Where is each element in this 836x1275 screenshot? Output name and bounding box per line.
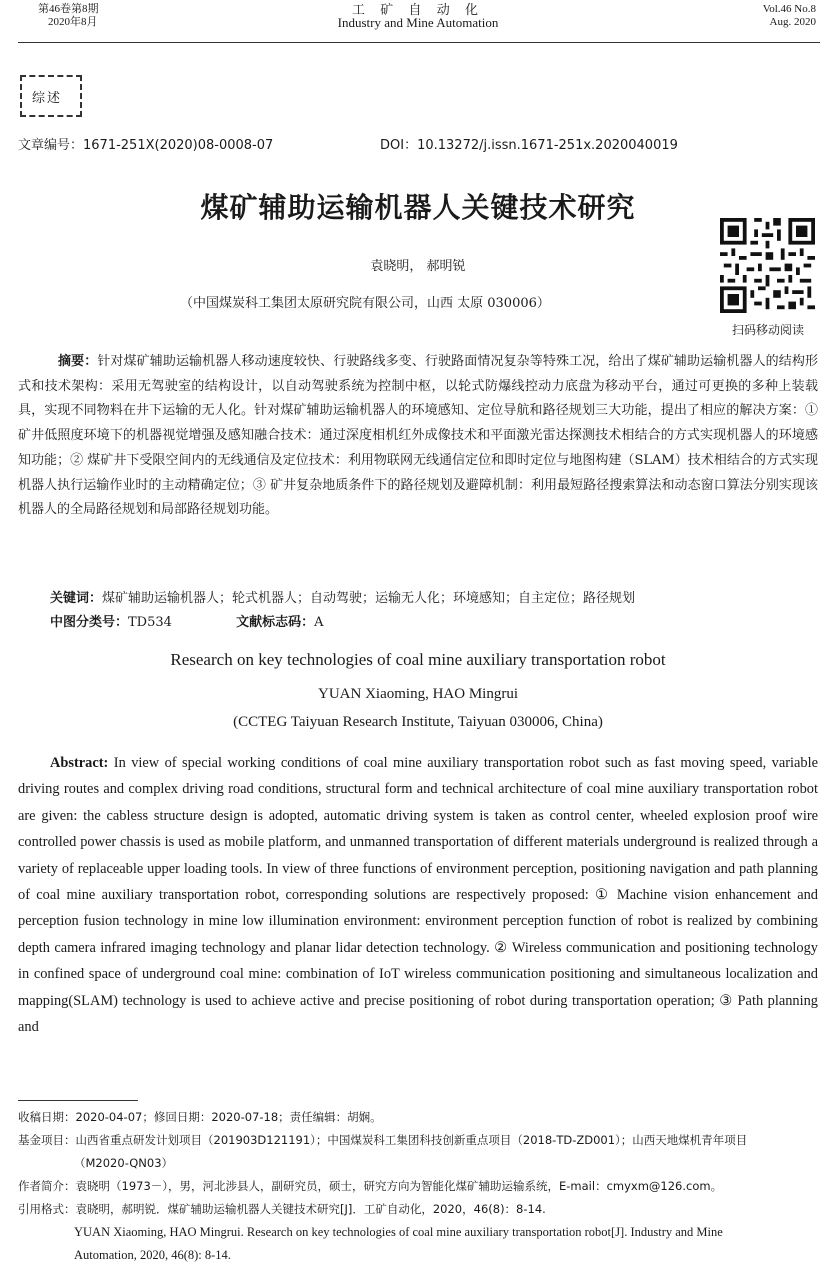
doc-code-label: 文献标志码： bbox=[236, 615, 315, 630]
volume-issue: 第46卷第8期 bbox=[38, 3, 99, 15]
affiliation-cn: （中国煤炭科工集团太原研究院有限公司，山西 太原 030006） bbox=[180, 296, 550, 311]
issue-date-en: Aug. 2020 bbox=[769, 16, 816, 28]
clc-label: 中图分类号： bbox=[50, 615, 129, 630]
citation-cn: 引用格式：袁晓明，郝明锐．煤矿辅助运输机器人关键技术研究[J]．工矿自动化，2020，46(8)：8-14. bbox=[18, 1202, 546, 1216]
badge-label: 综述 bbox=[32, 91, 63, 106]
fund-info: 基金项目：山西省重点研发计划项目（201903D121191）；中国煤炭科工集团科技创新重点项目（2018-TD-ZD001）；山西天地煤机青年项目 bbox=[18, 1133, 748, 1147]
journal-title bbox=[0, 3, 836, 29]
abstract-cn-label: 摘要： bbox=[58, 354, 98, 369]
footnote-rule bbox=[18, 1100, 138, 1101]
fund-info-cont: （M2020-QN03） bbox=[74, 1156, 174, 1170]
doc-code-value: A bbox=[314, 615, 324, 630]
journal-volume-en bbox=[763, 3, 816, 29]
paper-title-en: Research on key technologies of coal mine auxiliary transportation robot bbox=[170, 650, 666, 669]
clc-value: TD534 bbox=[128, 615, 172, 630]
abstract-cn bbox=[18, 350, 818, 523]
paper-title-cn: 煤矿辅助运输机器人关键技术研究 bbox=[200, 191, 636, 224]
received-date: 收稿日期：2020-04-07；修回日期：2020-07-18；责任编辑：胡娴。 bbox=[18, 1110, 382, 1124]
review-badge bbox=[20, 75, 82, 117]
article-number: 文章编号：1671-251X(2020)08-0008-07 bbox=[18, 138, 274, 153]
abstract-cn-text: 针对煤矿辅助运输机器人移动速度较快、行驶路线多变、行驶路面情况复杂等特殊工况，给出了煤矿辅助运输机器人的结构形式和技术架构：采用无驾驶室的结构设计，以自动驾驶系统为控制中枢，以轮式防爆线控动力底盘为移动平台，通过可更换的多种上装载具，实现不同物料在井下运输的无人化。针对煤矿辅助运输机器人的环境感知、定位导航和路径规划三大功能，提出了相应的解决方案：① 矿井低照度环境下的机器视觉增强及感知融合技术：通过深度相机红外成像技术和平面激光雷达探测技术相结合的方式实现机器人的环境感知功能；② 煤矿井下受限空间内的无线通信及定位技术：利用物联网无线通信定位和即时定位与地图构建（SLAM）技术相结合的方式实现机器人执行运输作业时的主动精确定位；③ 矿井复杂地质条件下的路径规划及避障机制：利用最短路径搜索算法和动态窗口算法分别实现该机器人的全局路径规划和局部路径规划功能。 bbox=[18, 354, 818, 518]
abstract-en bbox=[18, 750, 818, 1040]
abstract-en-label: Abstract: bbox=[50, 755, 109, 771]
keywords-cn bbox=[50, 587, 818, 611]
author-bio: 作者简介：袁晓明（1973－），男，河北涉县人，副研究员，硕士，研究方向为智能化煤矿辅助运输系统，E-mail：cmyxm@126.com。 bbox=[18, 1179, 723, 1193]
keywords-cn-label: 关键词： bbox=[50, 591, 103, 606]
affiliation-en: (CCTEG Taiyuan Research Institute, Taiyuan 030006, China) bbox=[233, 714, 603, 730]
issue-date: 2020年8月 bbox=[48, 16, 98, 28]
citation-en-line1: YUAN Xiaoming, HAO Mingrui. Research on key technologies of coal mine auxiliary transportation robot[J]. Industry and Mine bbox=[74, 1225, 723, 1239]
classification bbox=[50, 611, 323, 630]
header-rule bbox=[18, 42, 820, 43]
authors-cn: 袁晓明， 郝明锐 bbox=[370, 259, 466, 274]
journal-name-en: Industry and Mine Automation bbox=[337, 15, 499, 30]
qr-caption: 扫码移动阅读 bbox=[731, 323, 804, 337]
authors-en: YUAN Xiaoming, HAO Mingrui bbox=[318, 686, 518, 702]
doi: DOI：10.13272/j.issn.1671-251x.2020040019 bbox=[380, 138, 678, 153]
footnotes bbox=[18, 1106, 818, 1267]
abstract-en-text: In view of special working conditions of coal mine auxiliary transportation robot such as fast moving speed, variable driving routes and complex driving road conditions, structural form and technical architecture of coal mine auxiliary transportation robot are given: the cabless structure design is adopted, automatic driving system is taken as control center, wheeled explosion proof wire controlled power chassis is used as mobile platform, and unmanned transportation of different materials underground is realized through a variety of replaceable upper loading tools. In view of three functions of environment perception, positioning navigation and path planning of coal mine auxiliary transportation robot, corresponding solutions are respectively proposed: ① Machine vision enhancement and perception fusion technology in mine low illumination environment: environment perception function of robot is realized by combining depth camera infrared imaging technology and planar lidar detection technology. ② Wireless communication and positioning technology in confined space of underground coal mine: combination of IoT wireless communication positioning and simultaneous localization and mapping(SLAM) technology is used to achieve active and precise positioning of robot during transportation operation; ③ Path planning and bbox=[18, 755, 818, 1036]
journal-name-cn: 工 矿 自 动 化 bbox=[351, 2, 484, 17]
keywords-cn-text: 煤矿辅助运输机器人；轮式机器人；自动驾驶；运输无人化；环境感知；自主定位；路径规划 bbox=[102, 591, 636, 606]
volume-issue-en: Vol.46 No.8 bbox=[762, 3, 816, 15]
citation-en-line2: Automation, 2020, 46(8): 8-14. bbox=[74, 1248, 231, 1262]
